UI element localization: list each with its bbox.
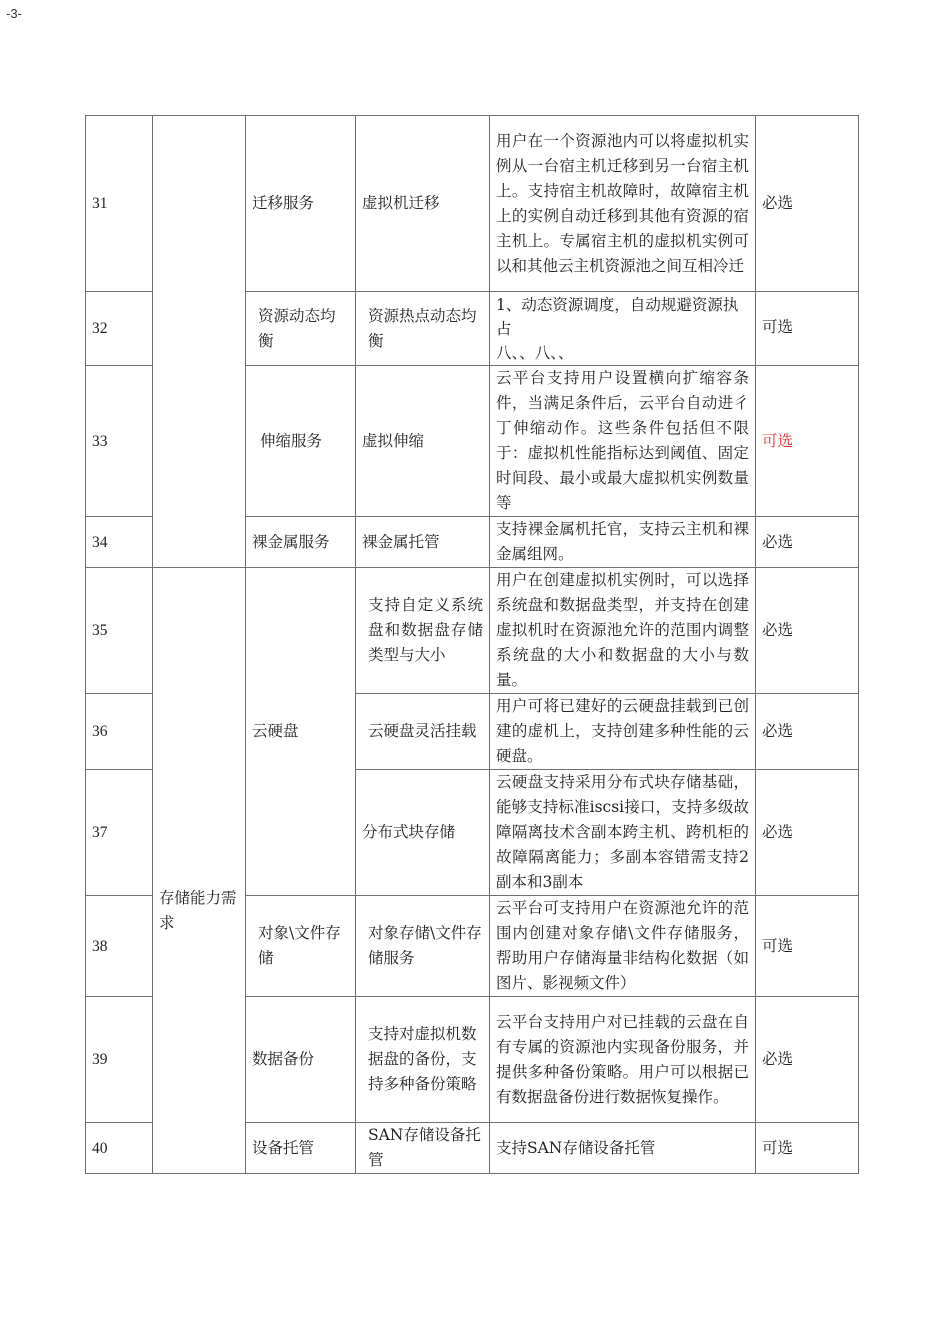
subcategory-cell: 对象\文件存储 — [246, 896, 356, 997]
description-cell — [490, 292, 756, 366]
option-cell: 必选 — [756, 694, 859, 770]
row-number: 40 — [86, 1123, 153, 1174]
description-cell: 云平台支持用户对已挂载的云盘在自有专属的资源池内实现备份服务，并提供多种备份策略。用户可以根据已有数据盘备份进行数据恢复操作。 — [490, 997, 756, 1123]
page-number: -3- — [6, 6, 22, 21]
option-cell: 可选 — [756, 292, 859, 366]
option-cell: 可选 — [756, 1123, 859, 1174]
option-cell: 可选 — [756, 896, 859, 997]
description-cell: 支持裸金属机托官，支持云主机和裸金属组网。 — [490, 517, 756, 568]
item-cell: 对象存储\文件存储服务 — [356, 896, 490, 997]
subcategory-cell: 资源动态均衡 — [246, 292, 356, 366]
item-cell: 资源热点动态均衡 — [356, 292, 490, 366]
description-cell: 用户可将已建好的云硬盘挂载到已创建的虚机上，支持创建多种性能的云硬盘。 — [490, 694, 756, 770]
option-cell: 必选 — [756, 517, 859, 568]
item-cell: 云硬盘灵活挂载 — [356, 694, 490, 770]
description-cell: 云平台可支持用户在资源池允许的范围内创建对象存储\文件存储服务，帮助用户存储海量非结构化数据（如图片、影视频文件） — [490, 896, 756, 997]
category-cell — [153, 116, 246, 568]
row-number: 32 — [86, 292, 153, 366]
row-number: 36 — [86, 694, 153, 770]
option-cell: 必选 — [756, 116, 859, 292]
category-cell-storage: 存储能力需求 — [153, 568, 246, 1174]
item-cell: 虚拟机迁移 — [356, 116, 490, 292]
subcategory-cell: 数据备份 — [246, 997, 356, 1123]
option-cell: 必选 — [756, 997, 859, 1123]
item-cell: 支持对虚拟机数据盘的备份，支持多种备份策略 — [356, 997, 490, 1123]
requirements-table — [85, 115, 859, 1174]
description-cell: 云平台支持用户设置横向扩缩容条件，当满足条件后，云平台自动进彳丁伸缩动作。这些条件包括但不限于：虚拟机性能指标达到阈值、固定时间段、最小或最大虚拟机实例数量等 — [490, 366, 756, 517]
description-text: 1、动态资源调度，自动规避资源执占 八、、八、、 — [496, 295, 739, 362]
row-number: 39 — [86, 997, 153, 1123]
row-number: 38 — [86, 896, 153, 997]
item-cell: 分布式块存储 — [356, 770, 490, 896]
option-cell: 必选 — [756, 568, 859, 694]
description-cell: 云硬盘支持采用分布式块存储基础，能够支持标准iscsi接口，支持多级故障隔离技术含副本跨主机、跨机柜的故障隔离能力；多副本容错需支持2副本和3副本 — [490, 770, 756, 896]
subcategory-cell: 云硬盘 — [246, 568, 356, 896]
subcategory-cell: 裸金属服务 — [246, 517, 356, 568]
subcategory-cell: 迁移服务 — [246, 116, 356, 292]
subcategory-cell: 设备托管 — [246, 1123, 356, 1174]
option-cell: 可选 — [756, 366, 859, 517]
description-cell: 支持SAN存储设备托管 — [490, 1123, 756, 1174]
table-row — [86, 116, 859, 292]
row-number: 37 — [86, 770, 153, 896]
item-cell: 支持自定义系统盘和数据盘存储类型与大小 — [356, 568, 490, 694]
description-cell: 用户在一个资源池内可以将虚拟机实例从一台宿主机迁移到另一台宿主机上。支持宿主机故障时，故障宿主机上的实例自动迁移到其他有资源的宿主机上。专属宿主机的虚拟机实例可以和其他云主机资源池之间互相冷迁 — [490, 116, 756, 292]
description-cell: 用户在创建虚拟机实例时，可以选择系统盘和数据盘类型，并支持在创建虚拟机时在资源池允许的范围内调整系统盘的大小和数据盘的大小与数量。 — [490, 568, 756, 694]
row-number: 35 — [86, 568, 153, 694]
subcategory-cell: 伸缩服务 — [246, 366, 356, 517]
item-cell: SAN存储设备托管 — [356, 1123, 490, 1174]
item-cell: 虚拟伸缩 — [356, 366, 490, 517]
row-number: 34 — [86, 517, 153, 568]
row-number: 31 — [86, 116, 153, 292]
option-cell: 必选 — [756, 770, 859, 896]
row-number: 33 — [86, 366, 153, 517]
item-cell: 裸金属托管 — [356, 517, 490, 568]
table-row — [86, 568, 859, 694]
